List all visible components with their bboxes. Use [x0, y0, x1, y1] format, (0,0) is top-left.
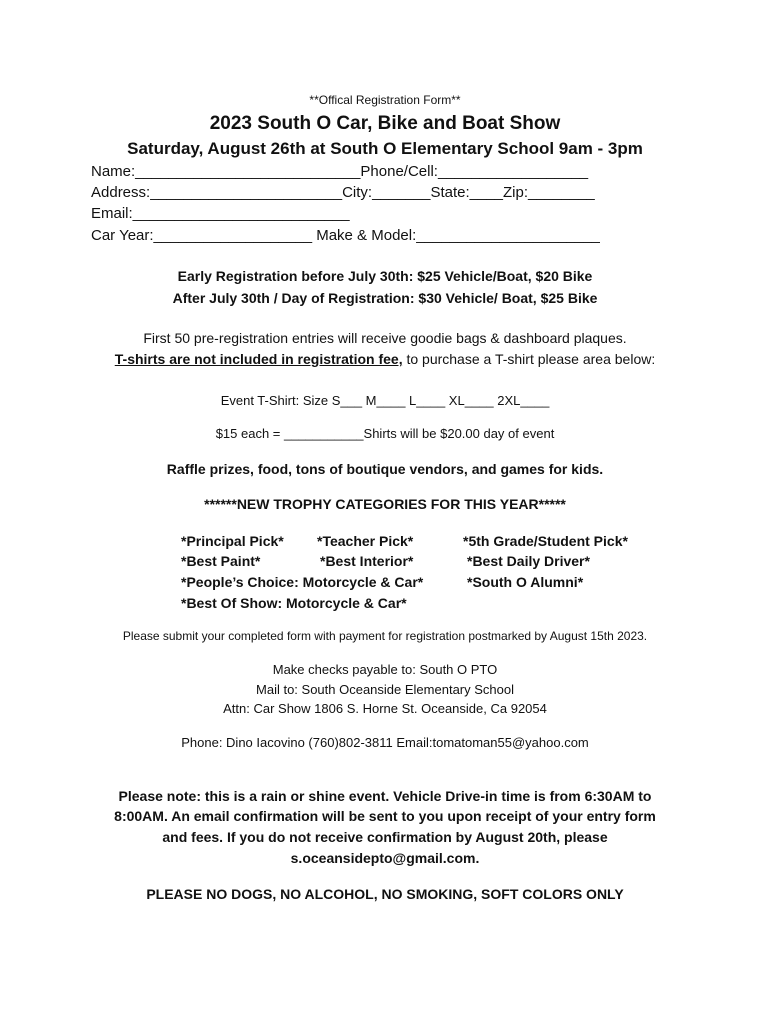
notice-line-1: Please note: this is a rain or shine event. Vehicle Drive-in time is from 6:30AM to — [118, 788, 652, 804]
tshirt-size-field[interactable]: Event T-Shirt: Size S___ M____ L____ XL____ 2XL____ — [220, 393, 550, 408]
tshirt-purchase-instruction: to purchase a T-shirt please area below: — [402, 351, 656, 367]
official-form-label: **Offical Registration Form** — [309, 93, 461, 107]
email-field[interactable]: Email:__________________________ — [91, 205, 350, 222]
name-phone-field[interactable]: Name:___________________________Phone/Cell:__________________ — [91, 163, 589, 180]
late-registration-fee: After July 30th / Day of Registration: $30 Vehicle/ Boat, $25 Bike — [172, 290, 598, 306]
trophy-best-daily-driver: *Best Daily Driver* — [467, 553, 590, 569]
raffle-line: Raffle prizes, food, tons of boutique vendors, and games for kids. — [166, 461, 604, 477]
mail-to-line: Mail to: South Oceanside Elementary School — [256, 682, 514, 697]
event-date-subtitle: Saturday, August 26th at South O Elementary School 9am - 3pm — [127, 139, 643, 158]
tshirt-fee-warning: T-shirts are not included in registration fee, — [114, 351, 403, 367]
tshirt-note — [0, 351, 770, 367]
contact-line: Phone: Dino Iacovino (760)802-3811 Email:tomatoman55@yahoo.com — [181, 735, 589, 750]
checks-payable-line: Make checks payable to: South O PTO — [272, 662, 498, 677]
trophy-south-o-alumni: *South O Alumni* — [467, 574, 584, 590]
mailing-address-line: Attn: Car Show 1806 S. Horne St. Oceanside, Ca 92054 — [223, 701, 547, 716]
car-year-make-model-field[interactable]: Car Year:___________________ Make & Model:______________________ — [91, 227, 600, 244]
notice-email: s.oceansidepto@gmail.com. — [290, 850, 480, 866]
trophy-heading: ******NEW TROPHY CATEGORIES FOR THIS YEAR***** — [204, 496, 566, 512]
tshirt-price-field[interactable]: $15 each = ___________Shirts will be $20.00 day of event — [215, 426, 555, 441]
early-registration-fee: Early Registration before July 30th: $25 Vehicle/Boat, $20 Bike — [177, 268, 593, 284]
notice-line-2: 8:00AM. An email confirmation will be sent to you upon receipt of your entry form — [114, 808, 656, 824]
notice-line-3: and fees. If you do not receive confirmation by August 20th, please — [162, 829, 608, 845]
trophy-best-of-show: *Best Of Show: Motorcycle & Car* — [181, 595, 407, 611]
event-rules: PLEASE NO DOGS, NO ALCOHOL, NO SMOKING, SOFT COLORS ONLY — [146, 886, 624, 902]
trophy-fifth-grade-pick: *5th Grade/Student Pick* — [463, 533, 628, 549]
trophy-best-paint: *Best Paint* — [181, 553, 261, 569]
trophy-principal-pick: *Principal Pick* — [181, 533, 284, 549]
submit-deadline-note: Please submit your completed form with payment for registration postmarked by August 15th 2023. — [122, 629, 648, 643]
page-title: 2023 South O Car, Bike and Boat Show — [209, 113, 561, 134]
trophy-peoples-choice: *People’s Choice: Motorcycle & Car* — [181, 574, 424, 590]
trophy-best-interior: *Best Interior* — [320, 553, 414, 569]
trophy-teacher-pick: *Teacher Pick* — [317, 533, 414, 549]
address-field[interactable]: Address:_______________________City:_______State:____Zip:________ — [91, 184, 595, 201]
goodie-bags-note: First 50 pre-registration entries will receive goodie bags & dashboard plaques. — [143, 330, 627, 346]
